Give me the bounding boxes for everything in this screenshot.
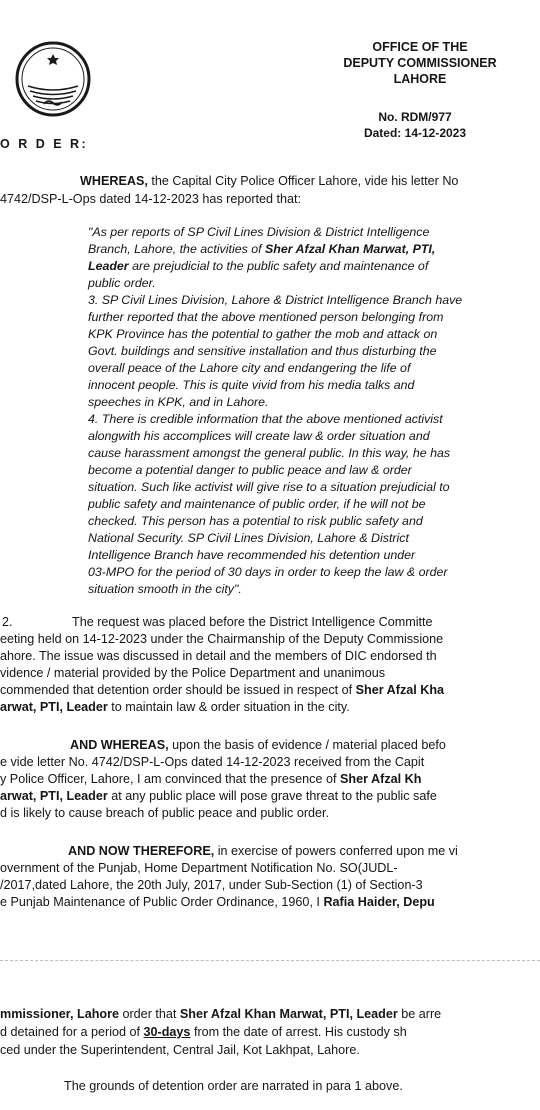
issuing-office: mmissioner, Lahore [0,1007,119,1021]
quote-line-9: overall peace of the Lahore city and endangering the life of [88,361,411,375]
reference-date: Dated: 14-12-2023 [363,126,467,140]
para2-number: 2. [2,615,13,629]
detainee-title: Leader [88,259,129,273]
para2-line-6-text: to maintain law & order situation in the city. [107,700,350,714]
quote-line-2 [88,241,435,258]
para2-line-3: ahore. The issue was discussed in detail and the members of DIC endorsed th [0,649,437,663]
para3-line-1 [70,737,446,754]
para2-line-5-text: commended that detention order should be issued in respect of [0,683,356,697]
quote-line-20: Intelligence Branch have recommended his detention under [88,548,416,562]
para4-line-1 [68,843,458,860]
order-label: O R D E R: [0,137,89,151]
para5-line-2-tail: from the date of arrest. His custody sh [190,1025,407,1039]
quote-line-12: 4. There is credible information that the above mentioned activist [88,412,443,426]
quote-line-5: 3. SP Civil Lines Division, Lahore & District Intelligence Branch have [88,293,463,307]
reference-block [340,109,490,141]
grounds-line: The grounds of detention order are narrated in para 1 above. [64,1079,403,1093]
para5-line-1-tail: be arre [397,1007,442,1021]
para4-line-3: /2017,dated Lahore, the 20th July, 2017, under Sub-Section (1) of Section-3 [0,878,423,892]
quote-line-22: situation smooth in the city". [88,582,242,596]
para3-line-2: e vide letter No. 4742/DSP-L-Ops dated 14-12-2023 received from the Capit [0,755,425,769]
para3-line-4 [0,788,437,805]
quote-line-6: further reported that the above mentioned person belonging from [88,310,444,324]
office-line-2: DEPUTY COMMISSIONER [343,56,497,70]
para5-line-2-text: d detained for a period of [0,1025,144,1039]
para5-line-1 [0,1006,441,1023]
quote-line-11: speeches in KPK, and in Lahore. [88,395,269,409]
office-heading [320,39,520,87]
para3-line-5: d is likely to cause breach of public peace and public order. [0,806,330,820]
quote-line-4: public order. [88,276,156,290]
office-line-3: LAHORE [393,72,447,86]
quote-line-3-text: are prejudicial to the public safety and maintenance of [128,259,429,273]
quote-line-21: 03-MPO for the period of 30 days in order to keep the law & order [88,565,448,579]
quote-line-10: innocent people. This is quite vivid from his media talks and [88,378,415,392]
detention-period: 30-days [143,1025,191,1039]
reference-number: No. RDM/977 [378,110,452,124]
quote-line-8: Govt. buildings and sensitive installation and thus disturbing the [88,344,437,358]
quote-line-3 [88,258,428,275]
detainee-name-ref-2-cont: arwat, PTI, Leader [0,789,108,803]
detainee-name-ref-2: Sher Afzal Kh [340,772,422,786]
page-break-divider [0,960,540,961]
quote-line-7: KPK Province has the potential to gather the mob and attack on [88,327,438,341]
para3-line-1-text: upon the basis of evidence / material placed befo [168,738,446,752]
para4-line-1-text: in exercise of powers conferred upon me vi [214,844,458,858]
para1-line-1 [80,173,458,190]
and-now-therefore-label: AND NOW THEREFORE, [68,844,215,858]
para5-line-2 [0,1024,407,1041]
detainee-name: Sher Afzal Khan Marwat, PTI, [265,242,436,256]
quote-line-15: become a potential danger to public peace and law & order [88,463,412,477]
quote-line-19: National Security. SP Civil Lines Division, Lahore & District [88,531,409,545]
para4-line-4-text: e Punjab Maintenance of Public Order Ordinance, 1960, I [0,895,324,909]
detainee-name-ref-cont: arwat, PTI, Leader [0,700,108,714]
para3-line-3 [0,771,421,788]
para3-line-3-text: y Police Officer, Lahore, I am convinced that the presence of [0,772,340,786]
whereas-label: WHEREAS, [80,174,148,188]
para2-line-2: eeting held on 14-12-2023 under the Chairmanship of the Deputy Commissione [0,632,444,646]
para5-line-3: ced under the Superintendent, Central Jail, Kot Lakhpat, Lahore. [0,1043,360,1057]
detainee-name-ref: Sher Afzal Kha [355,683,445,697]
para1-line-2: 4742/DSP-L-Ops dated 14-12-2023 has reported that: [0,192,302,206]
para2-line-6 [0,699,350,716]
and-whereas-label: AND WHEREAS, [70,738,169,752]
quote-line-18: checked. This person has a potential to risk public safety and [88,514,423,528]
quote-line-17: public safety and maintenance of public order, if he will not be [88,497,426,511]
para1-line-1-text: the Capital City Police Officer Lahore, vide his letter No [147,174,459,188]
para5-line-1-text: order that [118,1007,180,1021]
quote-line-2-text: Branch, Lahore, the activities of [88,242,266,256]
detainee-name-order: Sher Afzal Khan Marwat, PTI, Leader [179,1007,398,1021]
quote-line-14: cause harassment amongst the general public. In this way, he has [88,446,451,460]
para2-line-1: The request was placed before the District Intelligence Committe [72,615,433,629]
quote-line-13: alongwith his accomplices will create law & order situation and [88,429,430,443]
office-line-1: OFFICE OF THE [372,40,468,54]
quote-line-1: "As per reports of SP Civil Lines Division & District Intelligence [88,225,430,239]
quote-line-16: situation. Such like activist will give rise to a situation prejudicial to [88,480,450,494]
para4-line-2: overnment of the Punjab, Home Department Notification No. SO(JUDL- [0,861,398,875]
issuing-officer-name: Rafia Haider, Depu [323,895,435,909]
para2-line-5 [0,682,444,699]
para2-line-4: vidence / material provided by the Police Department and unanimous [0,666,386,680]
para3-line-4-text: at any public place will pose grave threat to the public safe [107,789,437,803]
punjab-government-emblem [14,40,92,118]
para4-line-4 [0,894,435,911]
